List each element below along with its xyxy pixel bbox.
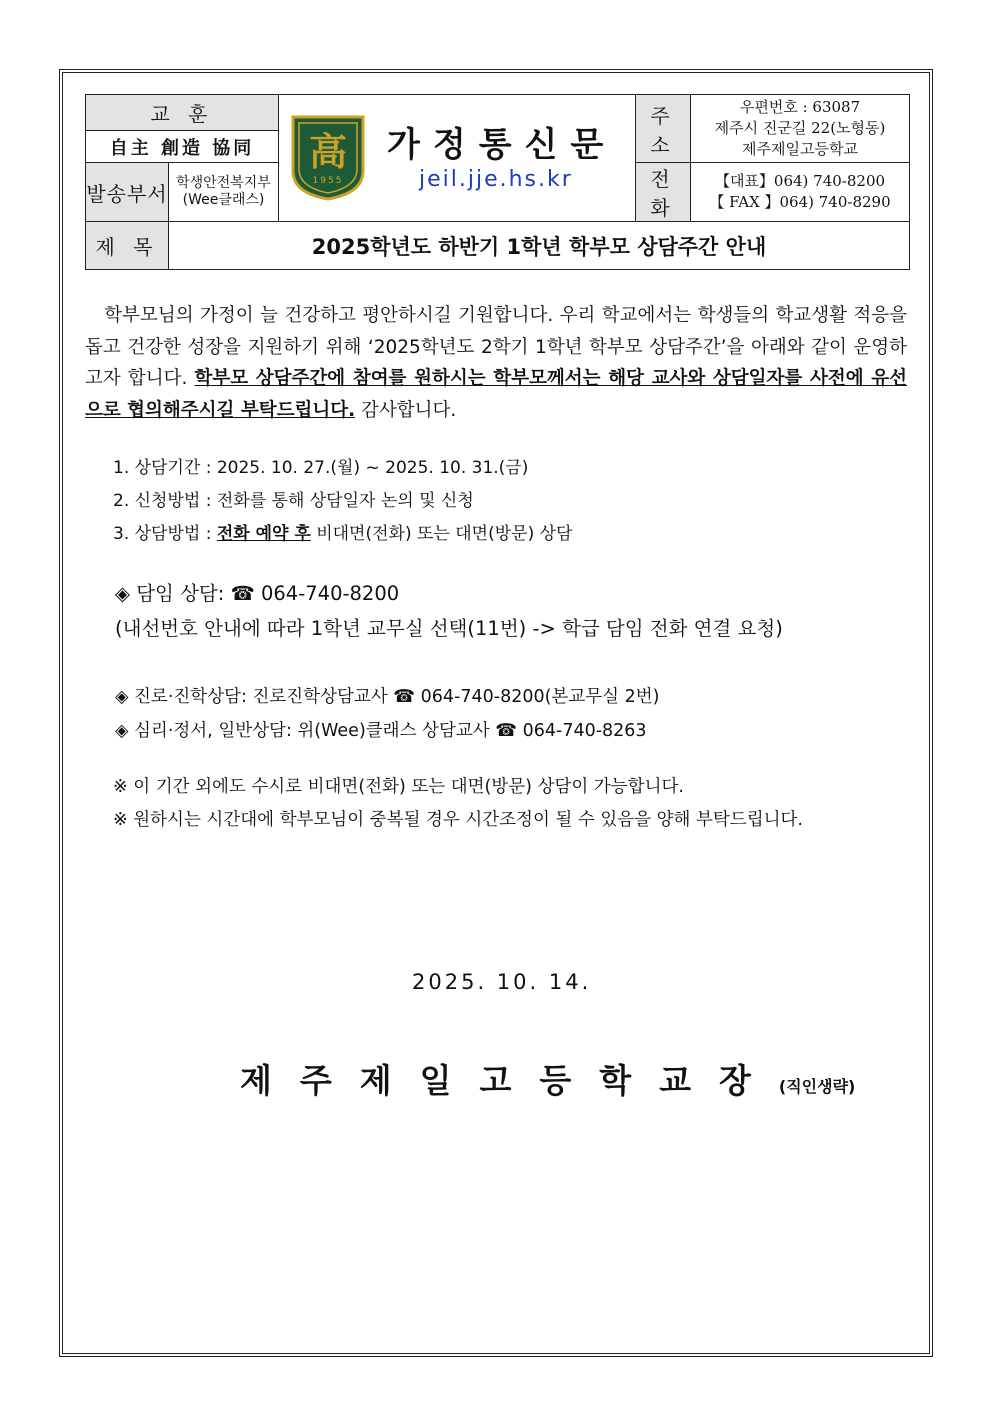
item-period: 1. 상담기간 : 2025. 10. 27.(월) ~ 2025. 10. 31.(금): [113, 458, 529, 478]
wee-contact: ◈ 심리·정서, 일반상담: 위(Wee)클래스 상담교사 ☎ 064-740-8263: [115, 721, 647, 741]
dept-label: 발송부서: [86, 163, 169, 222]
school-motto: 自主 創造 協同: [86, 131, 279, 163]
homeroom-note: (내선번호 안내에 따라 1학년 교무실 선택(11번) -> 학급 담임 전화 연결 요청): [115, 617, 783, 640]
note-2: ※ 원하시는 시간대에 학부모님이 중복될 경우 시간조정이 될 수 있음을 양해 부탁드립니다.: [113, 810, 803, 830]
school-url[interactable]: jeil.jje.hs.kr: [419, 167, 573, 192]
issue-date: 2025. 10. 14.: [412, 970, 592, 994]
dept-line2: (Wee클래스): [182, 192, 265, 208]
subject-title: 2025학년도 하반기 1학년 학부모 상담주간 안내: [169, 222, 910, 270]
subject-label: 제 목: [86, 222, 169, 270]
item-method: 2. 신청방법 : 전화를 통해 상담일자 논의 및 신청: [113, 491, 474, 511]
intro-paragraph: [85, 300, 907, 426]
note-1: ※ 이 기간 외에도 수시로 비대면(전화) 또는 대면(방문) 상담이 가능합니다.: [113, 777, 684, 797]
phone-main[interactable]: 【대표】064) 740-8200: [714, 172, 886, 190]
address-line2: 제주제일고등학교: [742, 140, 858, 158]
signer-line: [240, 1055, 855, 1102]
signer-name: 제주제일고등학교장: [240, 1061, 779, 1100]
document-title: 가정통신문: [387, 125, 617, 165]
career-contact: ◈ 진로·진학상담: 진로진학상담교사 ☎ 064-740-8200(본교무실 2번): [115, 687, 660, 707]
phone-block: [691, 163, 910, 222]
item-format-suffix: 비대면(전화) 또는 대면(방문) 상담: [310, 524, 573, 544]
phone-label: 전 화: [636, 163, 691, 222]
intro-end: 감사합니다.: [355, 399, 457, 421]
postal-code: 우편번호 : 63087: [739, 98, 861, 116]
signer-note: (직인생략): [778, 1077, 856, 1096]
item-format: [113, 519, 572, 544]
motto-label: 교 훈: [86, 95, 279, 131]
intro-emphasis: 학부모 상담주간에 참여를 원하시는 학부모께서는 해당 교사와 상담일자를 사전에 유선으로 협의해주시길 부탁드립니다.: [85, 368, 907, 421]
address-label: 주 소: [636, 95, 691, 163]
homeroom-contact: ◈ 담임 상담: ☎ 064-740-8200: [115, 582, 400, 605]
logo-char: 高: [308, 129, 348, 174]
title-block: [279, 95, 636, 222]
logo-year: 1955: [312, 176, 344, 186]
school-logo-icon: [289, 113, 367, 201]
intro-text: 학부모님의 가정이 늘 건강하고 평안하시길 기원합니다. 우리 학교에서는 학생들의 학교생활 적응을 돕고 건강한 성장을 지원하기 위해 ‘2025학년도 2학기 1학년 학부모 상담주간’을 아래와 같이 운영하고자 합니다.: [85, 305, 907, 389]
address-line1: 제주시 진군길 22(노형동): [714, 119, 886, 137]
dept-value: [169, 163, 279, 222]
item-format-prefix: 3. 상담방법 :: [113, 524, 217, 544]
phone-fax: 【 FAX 】064) 740-8290: [709, 193, 891, 211]
dept-line1: 학생안전복지부: [176, 175, 271, 191]
item-format-emphasis: 전화 예약 후: [216, 524, 311, 544]
address-block: [691, 95, 910, 163]
letterhead-table: [85, 94, 910, 270]
